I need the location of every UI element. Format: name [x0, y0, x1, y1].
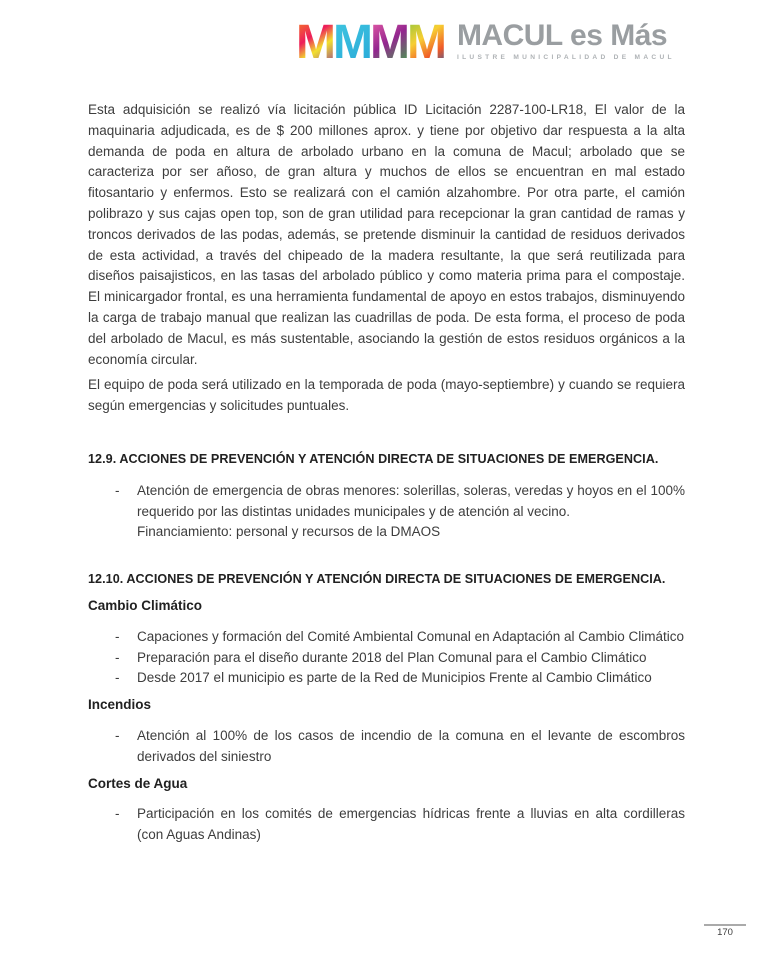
- section-heading-12-9: 12.9. ACCIONES DE PREVENCIÓN Y ATENCIÓN DIRECTA DE SITUACIONES DE EMERGENCIA.: [88, 451, 659, 466]
- list-item: [88, 481, 685, 543]
- bullet-dash: -: [115, 482, 120, 498]
- list-item-text: Participación en los comités de emergencias hídricas frente a lluvias en alta cordilleras (con Aguas Andinas): [137, 806, 685, 843]
- logo-title: MACUL es Más: [456, 19, 668, 52]
- subheading-incendios: Incendios: [88, 697, 152, 713]
- financing-text: Financiamiento: personal y recursos de la DMAOS: [137, 524, 441, 540]
- list-item-text: Capaciones y formación del Comité Ambiental Comunal en Adaptación al Cambio Climático: [137, 628, 685, 644]
- list-item: [88, 804, 685, 846]
- list-item-text: [137, 481, 685, 543]
- logo-mmmm-icon: [296, 17, 444, 67]
- subheading-cambio-climatico: Cambio Climático: [88, 597, 203, 613]
- bullet-dash: -: [115, 649, 120, 665]
- bullet-dash: -: [115, 727, 120, 743]
- logo-subtitle: ILUSTRE MUNICIPALIDAD DE MACUL: [456, 54, 675, 61]
- list-item-text: Desde 2017 el municipio es parte de la Red de Municipios Frente al Cambio Climático: [137, 670, 652, 686]
- bullet-list-incendios: [88, 726, 685, 768]
- bullet-list-cambio-climatico: [88, 627, 685, 689]
- footer-divider: [704, 924, 746, 926]
- bullet-dash: -: [115, 670, 120, 686]
- list-item-text: Atención al 100% de los casos de incendio de la comuna en el levante de escombros derivados del siniestro: [137, 727, 685, 764]
- bullet-dash: -: [115, 628, 120, 644]
- list-item: [88, 668, 685, 689]
- logo-letter-m3: M: [369, 16, 407, 69]
- list-item: [88, 627, 685, 648]
- logo-letter-m2: M: [332, 16, 370, 69]
- bullet-list-12-9: [88, 481, 685, 543]
- bullet-list-cortes-de-agua: [88, 804, 685, 846]
- logo-text: [457, 17, 675, 61]
- paragraph-equipment-usage: El equipo de poda será utilizado en la temporada de poda (mayo-septiembre) y cuando se requiera según emergencias y solicitudes puntuales.: [88, 377, 685, 414]
- subheading-cortes-de-agua: Cortes de Agua: [88, 775, 188, 791]
- municipality-logo: [296, 17, 675, 67]
- logo-letter-m1: M: [296, 16, 333, 69]
- page-number: 170: [717, 927, 733, 938]
- document-content: [88, 100, 685, 852]
- section-heading-12-10: 12.10. ACCIONES DE PREVENCIÓN Y ATENCIÓN DIRECTA DE SITUACIONES DE EMERGENCIA.: [88, 572, 666, 587]
- paragraph-acquisition: Esta adquisición se realizó vía licitación pública ID Licitación 2287-100-LR18, El valor de la maquinaria adjudicada, es de $ 200 millones aprox. y tiene por objetivo dar respuesta a la alta demanda de poda en altura de arbolado urbano en la comuna de Macul; arbolado que se caracteriza por ser añoso, de gran altura y muchos de ellos se encuentran en mal estado fitosantario y enfermos. Esto se realizará con el camión alzahombre. Por otra parte, el camión polibrazo y sus cajas open top, son de gran utilidad para recepcionar la gran cantidad de ramas y troncos derivados de las podas, además, se pretende disminuir la cantidad de residuos derivados de esta actividad, a través del chipeado de la madera resultante, la que será reutilizada para diseños paisajisticos, en las tasas del arbolado público y como materia prima para el compostaje. El minicargador frontal, es una herramienta fundamental de apoyo en estos trabajos, disminuyendo la carga de trabajo manual que realizan las cuadrillas de poda. De esta forma, el proceso de poda del arbolado de Macul, es más sustentable, asociando la gestión de estos residuos orgánicos a la economía circular.: [88, 102, 685, 367]
- bullet-dash: -: [115, 806, 120, 822]
- list-item: [88, 726, 685, 768]
- list-item-text: Preparación para el diseño durante 2018 del Plan Comunal para el Cambio Climático: [137, 649, 647, 665]
- emergency-works-text: Atención de emergencia de obras menores: solerillas, soleras, veredas y hoyos en el 100% requerido por las distintas unidades municipales y de atención al vecino.: [137, 482, 685, 519]
- logo-letter-m4: M: [406, 16, 444, 69]
- list-item: [88, 648, 685, 669]
